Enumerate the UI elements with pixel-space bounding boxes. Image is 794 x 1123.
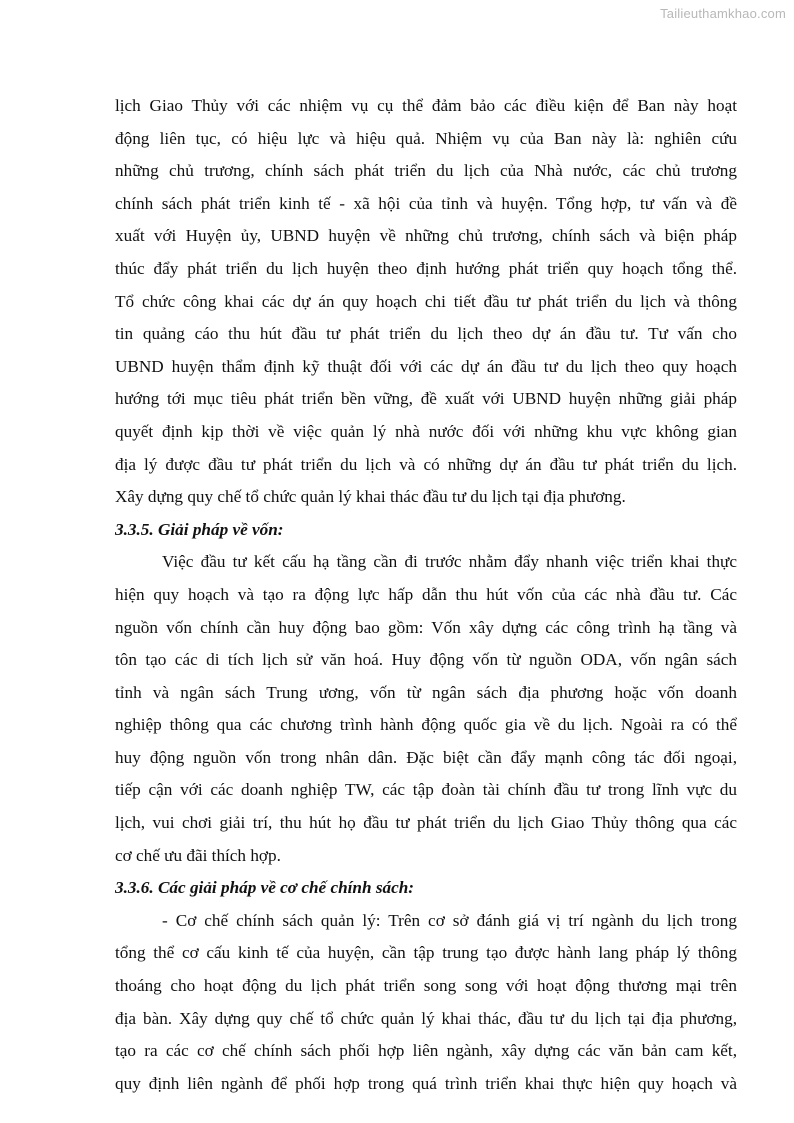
text-line: động liên tục, có hiệu lực và hiệu quả. Nhiệm vụ của Ban này là: nghiên cứu [115, 128, 737, 148]
watermark-text: Tailieuthamkhao.com [660, 6, 786, 21]
paragraph-management-board [115, 90, 737, 514]
text-line: hướng tới mục tiêu phát triển bền vững, đề xuất với UBND huyện những giải pháp [115, 389, 737, 409]
paragraph-policy [115, 905, 737, 1101]
text-line: tiếp cận với các doanh nghiệp TW, các tập đoàn tài chính đầu tư trong lĩnh vực du [115, 780, 737, 800]
section-heading-policy: 3.3.6. Các giải pháp về cơ chế chính sách: [115, 878, 415, 898]
text-line: thoáng cho hoạt động du lịch phát triển song song với hoạt động thương mại trên [115, 976, 737, 996]
text-line: những chủ trương, chính sách phát triển du lịch của Nhà nước, các chủ trương [115, 161, 737, 181]
section-heading-capital: 3.3.5. Giải pháp về vốn: [115, 519, 284, 539]
paragraph-capital [115, 546, 737, 872]
text-line: huy động nguồn vốn trong nhân dân. Đặc biệt cần đẩy mạnh công tác đối ngoại, [115, 747, 737, 767]
text-line: thúc đẩy phát triển du lịch huyện theo định hướng phát triển quy hoạch tổng thể. [115, 258, 737, 278]
text-line: tổng thể cơ cấu kinh tế của huyện, cần tập trung tạo được hành lang pháp lý thông [115, 943, 737, 963]
text-line: quy định liên ngành để phối hợp trong quá trình triển khai thực hiện quy hoạch và [115, 1073, 737, 1093]
text-line: địa lý được đầu tư phát triển du lịch và có những dự án đầu tư phát triển du lịch. [115, 454, 737, 474]
text-line: lịch, vui chơi giải trí, thu hút họ đầu tư phát triển du lịch Giao Thủy thông qua các [115, 813, 737, 833]
text-line: địa bàn. Xây dựng quy chế tổ chức quản lý khai thác, đầu tư du lịch tại địa phương, [115, 1008, 737, 1028]
text-line: tin quảng cáo thu hút đầu tư phát triển du lịch theo dự án đầu tư. Tư vấn cho [115, 324, 737, 344]
text-line: xuất với Huyện ủy, UBND huyện về những chủ trương, chính sách và biện pháp [115, 226, 737, 246]
document-body [115, 90, 737, 1100]
text-line: tạo ra các cơ chế chính sách phối hợp liên ngành, xây dựng các văn bản cam kết, [115, 1041, 737, 1061]
text-line: tỉnh và ngân sách Trung ương, vốn từ ngân sách địa phương hoặc vốn doanh [115, 682, 737, 702]
text-line: cơ chế ưu đãi thích hợp. [115, 845, 281, 865]
text-line: UBND huyện thẩm định kỹ thuật đối với các dự án đầu tư du lịch theo quy hoạch [115, 356, 737, 376]
text-line: tôn tạo các di tích lịch sử văn hoá. Huy động vốn từ nguồn ODA, vốn ngân sách [115, 650, 737, 670]
text-line: nghiệp thông qua các chương trình hành động quốc gia về du lịch. Ngoài ra có thể [115, 715, 737, 735]
text-line: lịch Giao Thủy với các nhiệm vụ cụ thể đảm bảo các điều kiện để Ban này hoạt [115, 96, 737, 115]
text-line: chính sách phát triển kinh tế - xã hội của tỉnh và huyện. Tổng hợp, tư vấn và đề [115, 193, 737, 213]
text-line: quyết định kịp thời về việc quản lý nhà nước đối với những khu vực không gian [115, 421, 737, 441]
text-line: nguồn vốn chính cần huy động bao gồm: Vốn xây dựng các công trình hạ tầng và [115, 617, 737, 637]
text-line: Xây dựng quy chế tổ chức quản lý khai thác đầu tư du lịch tại địa phương. [115, 487, 626, 507]
text-line: - Cơ chế chính sách quản lý: Trên cơ sở đánh giá vị trí ngành du lịch trong [162, 910, 737, 930]
text-line: hiện quy hoạch và tạo ra động lực hấp dẫn thu hút vốn của các nhà đầu tư. Các [115, 584, 737, 604]
text-line: Việc đầu tư kết cấu hạ tầng cần đi trước nhằm đẩy nhanh việc triển khai thực [162, 552, 737, 572]
text-line: Tổ chức công khai các dự án quy hoạch chi tiết đầu tư phát triển du lịch và thông [115, 291, 737, 311]
